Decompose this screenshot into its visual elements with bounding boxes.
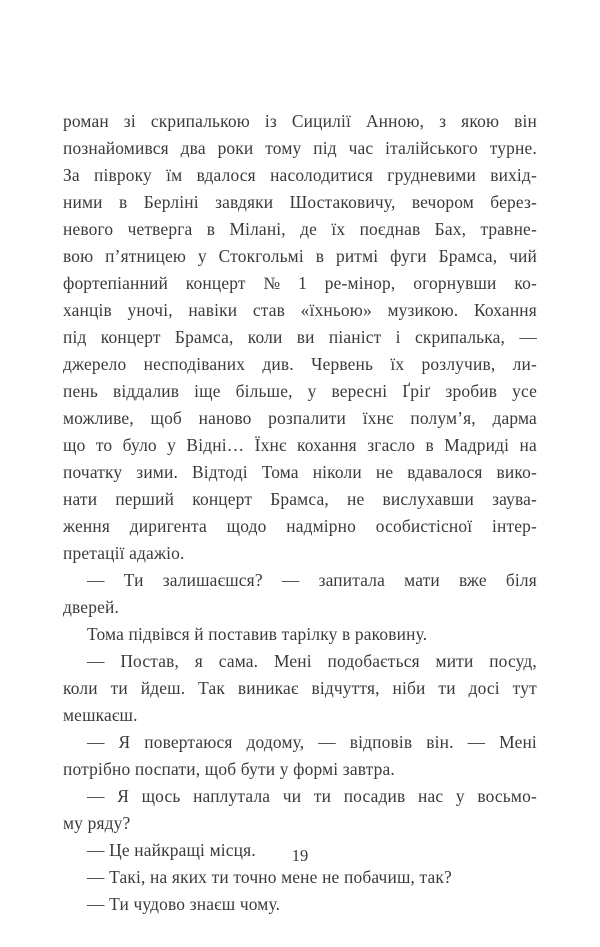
word: коли xyxy=(63,678,98,698)
word: ніколи xyxy=(312,462,362,482)
word: — xyxy=(318,732,336,752)
word: ко- xyxy=(514,273,537,293)
word: навіки xyxy=(188,300,238,320)
word: Мілані, xyxy=(229,219,286,239)
word: Шостаковичу, xyxy=(289,192,396,212)
word: ритмі xyxy=(335,246,379,266)
word: під xyxy=(313,138,337,158)
word: грудневими xyxy=(387,165,476,185)
word: ли- xyxy=(512,354,537,374)
word: розлучив, xyxy=(421,354,496,374)
text-line xyxy=(63,648,537,675)
word: особистісної xyxy=(375,516,473,536)
paragraph xyxy=(63,729,537,783)
word: нас xyxy=(417,786,444,806)
word: Мадриді xyxy=(444,435,510,455)
word: став xyxy=(252,300,285,320)
word: у xyxy=(197,246,207,266)
word: що xyxy=(63,435,86,455)
word: розпалити xyxy=(268,408,347,428)
text-line: — Це найкращі місця. xyxy=(87,840,256,860)
word: чи xyxy=(282,786,302,806)
text-line xyxy=(63,567,537,594)
word: вихід- xyxy=(490,165,537,185)
text-line xyxy=(63,108,537,135)
word: концерт xyxy=(185,273,246,293)
text-line: потрібно поспати, щоб бути у формі завтра. xyxy=(63,759,395,779)
text-line xyxy=(63,135,537,162)
word: тут xyxy=(512,678,537,698)
word: не xyxy=(346,489,365,509)
text-line xyxy=(63,243,537,270)
word: вдалося xyxy=(196,165,256,185)
text-line: претації адажіо. xyxy=(63,543,185,563)
word: вересні xyxy=(331,381,388,401)
word: скрипалька, xyxy=(414,327,506,347)
word: відчуття, xyxy=(311,678,380,698)
word: Брамса, xyxy=(270,489,329,509)
word: ви xyxy=(296,327,315,347)
word: турне. xyxy=(489,138,537,158)
word: — xyxy=(467,732,486,752)
text-line xyxy=(63,189,537,216)
word: іще xyxy=(194,381,221,401)
word: За xyxy=(63,165,80,185)
word: вислухавши xyxy=(382,489,474,509)
word: ніби xyxy=(392,678,426,698)
word: було xyxy=(122,435,157,455)
word: Кохання xyxy=(473,300,537,320)
word: тому xyxy=(265,138,302,158)
word: перший xyxy=(115,489,175,509)
word: диригента xyxy=(129,516,207,536)
word: у xyxy=(307,381,317,401)
word: ти xyxy=(110,678,128,698)
word: йдеш. xyxy=(140,678,186,698)
word: зробив xyxy=(445,381,498,401)
word: час xyxy=(348,138,374,158)
word: мити xyxy=(435,651,474,671)
word: щоб xyxy=(150,408,182,428)
text-line: му ряду? xyxy=(63,813,131,833)
word: піаніст xyxy=(328,327,382,347)
word: уночі, xyxy=(127,300,173,320)
word: дарма xyxy=(492,408,537,428)
word: з xyxy=(439,111,447,131)
word: їм xyxy=(166,165,183,185)
word: ре-мінор, xyxy=(324,273,396,293)
word: я xyxy=(194,651,203,671)
word: Бах, xyxy=(434,219,467,239)
word: роки xyxy=(217,138,254,158)
word: ними xyxy=(63,192,103,212)
word: Ґріґ xyxy=(402,381,431,401)
page-number: 19 xyxy=(291,846,309,865)
word: пень xyxy=(63,381,98,401)
word: — xyxy=(87,732,105,752)
page-text-block xyxy=(63,108,537,918)
word: додому, xyxy=(246,732,305,752)
word: Так xyxy=(198,678,225,698)
text-line xyxy=(63,486,537,513)
word: коли xyxy=(247,327,283,347)
word: якою xyxy=(461,111,500,131)
word: огорнувши xyxy=(413,273,497,293)
word: де xyxy=(300,219,318,239)
word: Берліні xyxy=(143,192,199,212)
word: більше, xyxy=(235,381,293,401)
word: Я xyxy=(117,786,129,806)
word: наново xyxy=(198,408,252,428)
word: в xyxy=(315,246,325,266)
word: повертаюся xyxy=(144,732,233,752)
text-line xyxy=(63,459,537,486)
word: Сицилії xyxy=(291,111,351,131)
text-line: мешкаєш. xyxy=(63,705,138,725)
word: Мені xyxy=(273,651,312,671)
word: в xyxy=(118,192,128,212)
text-line: дверей. xyxy=(63,597,119,617)
word: він xyxy=(514,111,537,131)
word: — xyxy=(87,786,105,806)
word: запитала xyxy=(318,570,386,590)
word: відповів xyxy=(349,732,413,752)
word: Брамса, xyxy=(438,246,498,266)
word: фуги xyxy=(390,246,427,266)
word: щодо xyxy=(226,516,267,536)
text-line: Тома підвівся й поставив тарілку в раковину. xyxy=(87,624,428,644)
word: Ти xyxy=(123,570,144,590)
word: досі xyxy=(468,678,500,698)
word: ження xyxy=(63,516,110,536)
word: надмірно xyxy=(286,516,357,536)
word: зі xyxy=(123,111,136,131)
word: роман xyxy=(63,111,109,131)
word: фортепіанний xyxy=(63,273,168,293)
word: їх xyxy=(331,219,346,239)
word: берез- xyxy=(490,192,537,212)
word: під xyxy=(63,327,87,347)
text-line xyxy=(63,405,537,432)
word: четверга xyxy=(127,219,193,239)
text-line xyxy=(63,324,537,351)
word: поєднав xyxy=(359,219,421,239)
word: посуд, xyxy=(489,651,537,671)
word: Анною, xyxy=(365,111,425,131)
word: не xyxy=(375,462,394,482)
word: вою xyxy=(63,246,94,266)
text-line xyxy=(63,216,537,243)
text-line xyxy=(63,270,537,297)
word: Постав, xyxy=(120,651,180,671)
word: Відтоді xyxy=(191,462,248,482)
word: кохання xyxy=(297,435,357,455)
word: у xyxy=(167,435,177,455)
word: восьмо- xyxy=(477,786,537,806)
word: 1 xyxy=(298,273,307,293)
word: на xyxy=(519,435,537,455)
word: і xyxy=(395,327,401,347)
word: ханців xyxy=(63,300,112,320)
paragraph xyxy=(63,648,537,729)
paragraph xyxy=(63,108,537,567)
word: у xyxy=(455,786,465,806)
word: скрипалькою xyxy=(150,111,250,131)
word: чий xyxy=(509,246,537,266)
word: залишаєшся? xyxy=(162,570,263,590)
paragraph xyxy=(63,891,537,918)
word: невого xyxy=(63,219,114,239)
text-line xyxy=(63,162,537,189)
text-line: — Такі, на яких ти точно мене не побачиш, так? xyxy=(87,867,452,887)
text-line xyxy=(63,297,537,324)
word: Відні… xyxy=(186,435,245,455)
word: п’ятницею xyxy=(105,246,187,266)
text-line xyxy=(63,513,537,540)
word: «їхньою» xyxy=(300,300,372,320)
text-line xyxy=(63,675,537,702)
word: ти xyxy=(438,678,456,698)
word: біля xyxy=(505,570,537,590)
word: ти xyxy=(313,786,332,806)
word: вечором xyxy=(411,192,474,212)
word: із xyxy=(264,111,277,131)
word: початку xyxy=(63,462,123,482)
word: в xyxy=(206,219,216,239)
text-line xyxy=(63,432,537,459)
word: їх xyxy=(390,354,405,374)
word: насолодитися xyxy=(270,165,374,185)
word: зими. xyxy=(136,462,178,482)
word: — xyxy=(519,327,537,347)
word: Стокгольмі xyxy=(218,246,304,266)
text-line xyxy=(63,351,537,378)
word: Їхнє xyxy=(254,435,287,455)
word: два xyxy=(180,138,206,158)
text-line xyxy=(63,729,537,756)
word: сама. xyxy=(218,651,259,671)
word: — xyxy=(87,651,105,671)
word: півроку xyxy=(94,165,152,185)
word: концерт xyxy=(192,489,253,509)
paragraph xyxy=(63,621,537,648)
word: завдяки xyxy=(215,192,274,212)
word: наплутала xyxy=(193,786,271,806)
word: несподіваних xyxy=(143,354,246,374)
word: Брамса, xyxy=(174,327,234,347)
word: див. xyxy=(262,354,294,374)
word: виникає xyxy=(237,678,299,698)
word: полум’я, xyxy=(410,408,476,428)
word: інтер- xyxy=(492,516,537,536)
word: їхнє xyxy=(362,408,394,428)
text-line: — Ти чудово знаєш чому. xyxy=(87,894,281,914)
word: згасло xyxy=(367,435,416,455)
word: концерт xyxy=(100,327,161,347)
word: він. xyxy=(426,732,454,752)
word: нати xyxy=(63,489,98,509)
word: Тома xyxy=(261,462,299,482)
word: вже xyxy=(459,570,487,590)
word: Мені xyxy=(499,732,537,752)
word: заува- xyxy=(492,489,537,509)
word: вдавалося xyxy=(407,462,483,482)
word: джерело xyxy=(63,354,127,374)
word: усе xyxy=(512,381,537,401)
word: познайомився xyxy=(63,138,169,158)
word: в xyxy=(425,435,434,455)
word: — xyxy=(87,570,105,590)
paragraph xyxy=(63,864,537,891)
paragraph xyxy=(63,783,537,837)
word: віддалив xyxy=(112,381,180,401)
paragraph xyxy=(63,567,537,621)
word: то xyxy=(95,435,113,455)
word: травне- xyxy=(480,219,537,239)
text-line xyxy=(63,783,537,810)
word: Червень xyxy=(311,354,374,374)
word: № xyxy=(263,273,281,293)
word: Я xyxy=(118,732,131,752)
text-line xyxy=(63,378,537,405)
word: посадив xyxy=(343,786,406,806)
word: музикою. xyxy=(387,300,459,320)
word: вико- xyxy=(496,462,537,482)
word: мати xyxy=(404,570,440,590)
word: можливе, xyxy=(63,408,134,428)
word: італійського xyxy=(385,138,478,158)
word: — xyxy=(281,570,300,590)
word: подобається xyxy=(327,651,420,671)
word: щось xyxy=(141,786,181,806)
